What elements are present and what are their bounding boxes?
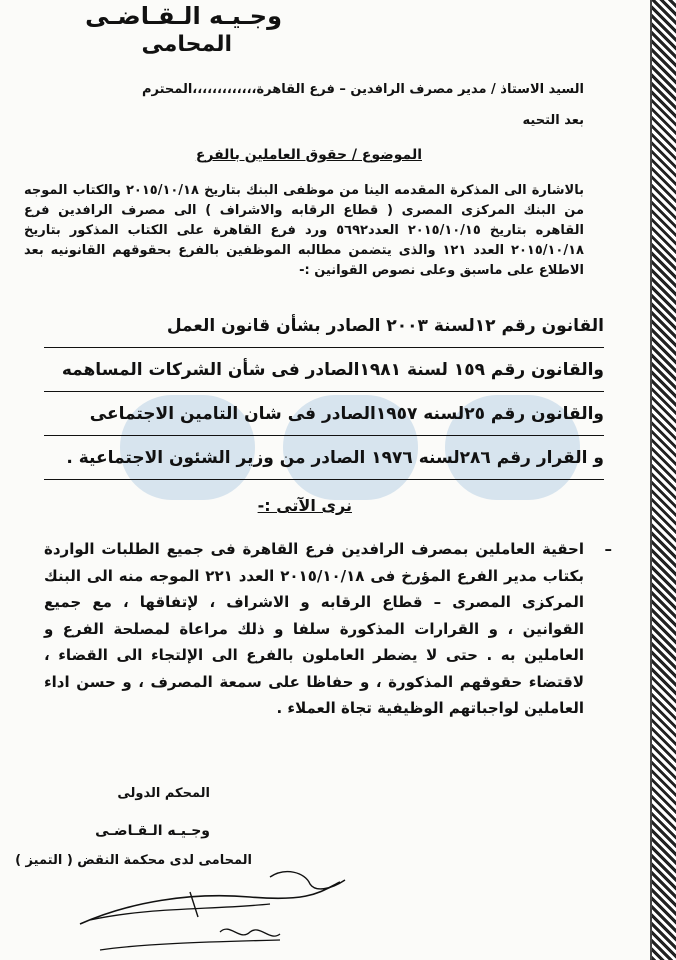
signature-title: المحكم الدولى xyxy=(117,786,210,801)
handwritten-signature xyxy=(70,862,370,957)
law-item: و القرار رقم ٢٨٦لسنه ١٩٧٦ الصادر من وزير الشئون الاجتماعية . xyxy=(44,438,604,480)
law-item: والقانون رقم ٢٥لسنه ١٩٥٧الصادر فى شان التامين الاجتماعى xyxy=(44,394,604,436)
opinion-title: نرى الآتى :- xyxy=(257,496,352,515)
subject-line: الموضوع / حقوق العاملين بالفرع xyxy=(195,147,422,163)
opinion-text: احقية العاملين بمصرف الرافدين فرع القاهرة فى جميع الطلبات الواردة بكتاب مدير الفرع المؤرخ فى ٢٠١٥/١٠/١٨ العدد ٢٢١ الموجه منه الى البنك المركزى المصرى – قطاع الرقابه و الاشراف ، لإتفاقها ، مع جميع القوانين ، و القرارات المذكورة سلفا و ذلك مراعاة لمصلحة الفرع و العاملين به . حتى لا يضطر العاملون بالفرع الى الإلتجاء الى القضاء ، لاقتضاء حقوقهم المذكورة ، و حفاظا على سمعة المصرف ، و حسن اداء العاملين لواجباتهم الوظيفية تجاة العملاء . xyxy=(44,540,584,717)
opinion-paragraph xyxy=(44,536,612,722)
greeting: بعد التحيه xyxy=(522,113,584,128)
laws-list xyxy=(44,306,604,482)
bullet-dash: – xyxy=(604,540,612,558)
addressee-line: السيد الاستاذ / مدير مصرف الرافدين – فرع القاهرة،،،،،،،،،،،،،المحترم xyxy=(141,82,584,97)
intro-paragraph: بالاشارة الى المذكرة المقدمه الينا من موظفى البنك بتاريخ ٢٠١٥/١٠/١٨ والكتاب الموجه من البنك المركزى المصرى ( قطاع الرقابه والاشراف ) الى مصرف الرافدين فرع القاهره بتاريخ ٢٠١٥/١٠/١٥ العدد٥٦٩٢ ورد فرع القاهرة على الكتاب المذكور بتاريخ ٢٠١٥/١٠/١٨ العدد ١٢١ والذى يتضمن مطالبه الموظفين بالفرع بحقوقهم القانونيه بعد الاطلاع على ماسبق وعلى نصوص القوانين :- xyxy=(24,183,584,278)
law-item: والقانون رقم ١٥٩ لسنة ١٩٨١الصادر فى شأن الشركات المساهمه xyxy=(44,350,604,392)
letterhead-name: وجـيـه الـقـاضـى xyxy=(85,2,282,30)
scan-border-strip xyxy=(650,0,676,960)
signature-name: وجـيـه الـقـاضـى xyxy=(95,823,210,839)
law-item: القانون رقم ١٢لسنة ٢٠٠٣ الصادر بشأن قانون العمل xyxy=(44,306,604,348)
signature-position: المحامى لدى محكمة النقض ( التميز ) xyxy=(15,853,252,868)
letterhead-profession: المحامى xyxy=(141,32,232,57)
